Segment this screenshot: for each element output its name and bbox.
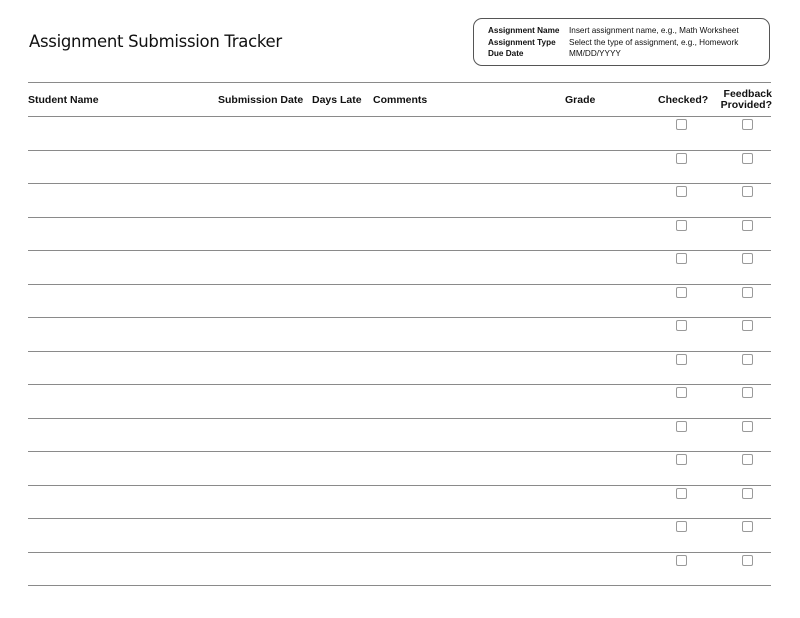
checked-checkbox[interactable] — [676, 253, 687, 264]
submission-date-cell[interactable] — [218, 150, 310, 183]
submission-date-cell[interactable] — [218, 518, 310, 551]
assignment-name-field[interactable]: Insert assignment name, e.g., Math Worksheet — [569, 26, 739, 35]
grade-cell[interactable] — [565, 317, 655, 350]
table-top-rule — [28, 82, 771, 83]
student-name-cell[interactable] — [28, 250, 216, 283]
table-row — [28, 552, 771, 585]
checked-checkbox[interactable] — [676, 119, 687, 130]
table-row — [28, 217, 771, 250]
days-late-cell[interactable] — [312, 418, 370, 451]
student-name-cell[interactable] — [28, 451, 216, 484]
submission-date-cell[interactable] — [218, 384, 310, 417]
feedback-provided-checkbox[interactable] — [742, 153, 753, 164]
checked-checkbox[interactable] — [676, 488, 687, 499]
grade-cell[interactable] — [565, 485, 655, 518]
grade-cell[interactable] — [565, 451, 655, 484]
days-late-cell[interactable] — [312, 284, 370, 317]
assignment-name-label: Assignment Name — [488, 26, 560, 35]
comments-cell[interactable] — [373, 518, 563, 551]
feedback-provided-checkbox[interactable] — [742, 521, 753, 532]
header-feedback-line2: Provided? — [720, 98, 772, 111]
table-row — [28, 116, 771, 149]
grade-cell[interactable] — [565, 183, 655, 216]
header-student-name: Student Name — [28, 94, 99, 106]
table-row — [28, 250, 771, 283]
comments-cell[interactable] — [373, 418, 563, 451]
submission-date-cell[interactable] — [218, 351, 310, 384]
days-late-cell[interactable] — [312, 317, 370, 350]
student-name-cell[interactable] — [28, 552, 216, 585]
days-late-cell[interactable] — [312, 116, 370, 149]
header-feedback-provided — [716, 89, 772, 110]
grade-cell[interactable] — [565, 217, 655, 250]
table-row — [28, 384, 771, 417]
feedback-provided-checkbox[interactable] — [742, 186, 753, 197]
grade-cell[interactable] — [565, 116, 655, 149]
header-checked: Checked? — [658, 94, 709, 106]
due-date-field[interactable]: MM/DD/YYYY — [569, 49, 621, 58]
submission-date-cell[interactable] — [218, 552, 310, 585]
row-divider — [28, 585, 771, 586]
feedback-provided-checkbox[interactable] — [742, 287, 753, 298]
checked-checkbox[interactable] — [676, 454, 687, 465]
table-row — [28, 183, 771, 216]
grade-cell[interactable] — [565, 250, 655, 283]
checked-checkbox[interactable] — [676, 421, 687, 432]
header-grade: Grade — [565, 94, 596, 106]
header-submission-date: Submission Date — [218, 94, 304, 106]
student-name-cell[interactable] — [28, 217, 216, 250]
feedback-provided-checkbox[interactable] — [742, 421, 753, 432]
submission-date-cell[interactable] — [218, 116, 310, 149]
grade-cell[interactable] — [565, 384, 655, 417]
feedback-provided-checkbox[interactable] — [742, 387, 753, 398]
submission-date-cell[interactable] — [218, 317, 310, 350]
student-name-cell[interactable] — [28, 351, 216, 384]
header-days-late: Days Late — [312, 94, 362, 106]
student-name-cell[interactable] — [28, 284, 216, 317]
checked-checkbox[interactable] — [676, 287, 687, 298]
student-name-cell[interactable] — [28, 183, 216, 216]
comments-cell[interactable] — [373, 485, 563, 518]
table-row — [28, 485, 771, 518]
student-name-cell[interactable] — [28, 518, 216, 551]
checked-checkbox[interactable] — [676, 354, 687, 365]
comments-cell[interactable] — [373, 217, 563, 250]
comments-cell[interactable] — [373, 451, 563, 484]
comments-cell[interactable] — [373, 552, 563, 585]
grade-cell[interactable] — [565, 418, 655, 451]
header-feedback-line1: Feedback — [723, 88, 772, 100]
checked-checkbox[interactable] — [676, 186, 687, 197]
checked-checkbox[interactable] — [676, 555, 687, 566]
table-row — [28, 418, 771, 451]
student-name-cell[interactable] — [28, 116, 216, 149]
checked-checkbox[interactable] — [676, 220, 687, 231]
checked-checkbox[interactable] — [676, 153, 687, 164]
grade-cell[interactable] — [565, 518, 655, 551]
table-row — [28, 451, 771, 484]
feedback-provided-checkbox[interactable] — [742, 454, 753, 465]
days-late-cell[interactable] — [312, 552, 370, 585]
days-late-cell[interactable] — [312, 217, 370, 250]
feedback-provided-checkbox[interactable] — [742, 488, 753, 499]
comments-cell[interactable] — [373, 317, 563, 350]
table-row — [28, 284, 771, 317]
days-late-cell[interactable] — [312, 351, 370, 384]
feedback-provided-checkbox[interactable] — [742, 253, 753, 264]
comments-cell[interactable] — [373, 150, 563, 183]
submission-date-cell[interactable] — [218, 451, 310, 484]
days-late-cell[interactable] — [312, 451, 370, 484]
grade-cell[interactable] — [565, 552, 655, 585]
submission-date-cell[interactable] — [218, 183, 310, 216]
feedback-provided-checkbox[interactable] — [742, 220, 753, 231]
page-title: Assignment Submission Tracker — [29, 32, 282, 51]
comments-cell[interactable] — [373, 351, 563, 384]
table-row — [28, 150, 771, 183]
days-late-cell[interactable] — [312, 384, 370, 417]
table-row — [28, 351, 771, 384]
checked-checkbox[interactable] — [676, 320, 687, 331]
days-late-cell[interactable] — [312, 150, 370, 183]
assignment-info-box — [473, 18, 770, 66]
feedback-provided-checkbox[interactable] — [742, 354, 753, 365]
table-row — [28, 518, 771, 551]
assignment-type-field[interactable]: Select the type of assignment, e.g., Homework — [569, 37, 739, 47]
header-comments: Comments — [373, 94, 428, 106]
feedback-provided-checkbox[interactable] — [742, 555, 753, 566]
student-name-cell[interactable] — [28, 485, 216, 518]
checked-checkbox[interactable] — [676, 521, 687, 532]
checked-checkbox[interactable] — [676, 387, 687, 398]
grade-cell[interactable] — [565, 284, 655, 317]
student-name-cell[interactable] — [28, 418, 216, 451]
table-row — [28, 317, 771, 350]
feedback-provided-checkbox[interactable] — [742, 119, 753, 130]
feedback-provided-checkbox[interactable] — [742, 320, 753, 331]
comments-cell[interactable] — [373, 183, 563, 216]
grade-cell[interactable] — [565, 351, 655, 384]
comments-cell[interactable] — [373, 384, 563, 417]
submission-date-cell[interactable] — [218, 217, 310, 250]
days-late-cell[interactable] — [312, 485, 370, 518]
student-name-cell[interactable] — [28, 150, 216, 183]
submission-date-cell[interactable] — [218, 418, 310, 451]
due-date-label: Due Date — [488, 49, 524, 58]
submission-date-cell[interactable] — [218, 250, 310, 283]
grade-cell[interactable] — [565, 150, 655, 183]
student-name-cell[interactable] — [28, 384, 216, 417]
assignment-type-label: Assignment Type — [488, 37, 556, 47]
days-late-cell[interactable] — [312, 183, 370, 216]
comments-cell[interactable] — [373, 116, 563, 149]
days-late-cell[interactable] — [312, 250, 370, 283]
submission-date-cell[interactable] — [218, 485, 310, 518]
student-name-cell[interactable] — [28, 317, 216, 350]
submission-date-cell[interactable] — [218, 284, 310, 317]
days-late-cell[interactable] — [312, 518, 370, 551]
comments-cell[interactable] — [373, 284, 563, 317]
comments-cell[interactable] — [373, 250, 563, 283]
